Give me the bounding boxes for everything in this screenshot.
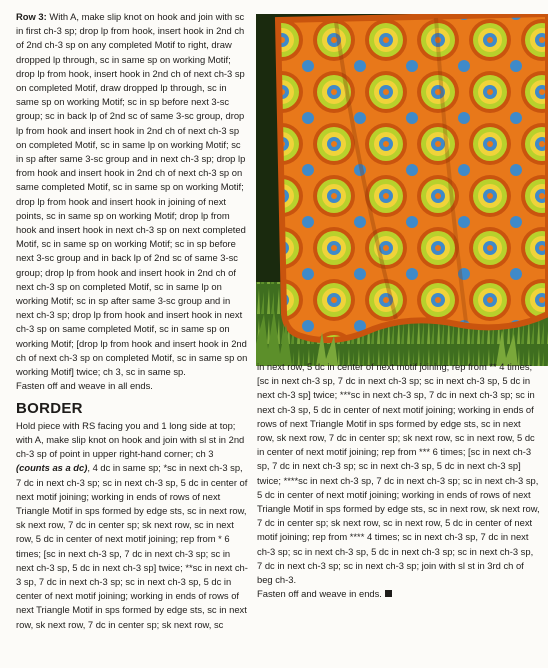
afghan-photo-image	[256, 14, 548, 366]
left-column	[16, 10, 248, 632]
row3-text: With A, make slip knot on hook and join with sc in first ch-3 sp; drop lp from hook, insert hook in 2nd ch of 2nd ch-3 sp on any completed Motif to right, draw dropped lp through, sc in same sp on working Motif; drop lp from hook, insert hook in 2nd ch of next ch-3 sp on completed Motif, draw dropped lp through, sc in same sp on working Motif; sc in sp before next 3-sc group; sc in back lp of 2nd sc of same 3-sc group, drop lp from hook and insert hook in 2nd ch of next ch-3 sp on completed Motif, sc in same lp on working Motif; sc in sp after same 3-sc group and in next ch-3 sp; drop lp from hook and insert hook in 2nd ch of next ch-3 sp on same completed Motif, sc in same sp on working Motif; drop lp from hook and insert hook in joining of next points, sc in same sp on working Motif; drop lp from hook and insert hook in next ch-3 sp on next completed Motif, sc in same sp on working Motif; sc in sp before next 3-sc group and in back lp of 2nd sc of same 3-sc group; drop lp from hook and insert hook in 2nd ch of next ch-3 sp on completed Motif, sc in same lp on working Motif; sc in sp after same 3-sc group and in next ch-3 sp; drop lp from hook and insert hook in next ch-3 sp on same completed Motif, sc in same sp on working Motif; [drop lp from hook and insert hook in 2nd ch of next ch-3 sp on completed Motif, sc in same sp on working Motif] twice; ch 3, sc in same sp.	[16, 11, 248, 378]
border-fasten: Fasten off and weave in ends.	[257, 588, 382, 600]
border-body: , 4 dc in same sp; *sc in next ch-3 sp, 7 dc in next ch-3 sp; sc in next ch-3 sp, 5 dc in center of next motif joining; working in ends of rows of next Triangle Motif in sps formed by edge sts, sc in next row, sk next row, 7 dc in center sp; sk next row, sc in next row, 5 dc in center of next motif joining; rep from * 6 times; [sc in next ch-3 sp, 7 dc in next ch-3 sp; sc in next ch-3 sp, 5 dc in next ch-3 sp] twice; **sc in next ch-3 sp, 7 dc in next ch-3 sp; sc in next ch-3 sp, 5 dc in center of next motif joining; working in ends of rows of next Triangle Motif in sps formed by edge sts, sc in next row, sk next row, 7 dc in center sp; sk next row, sc	[16, 462, 248, 630]
border-heading: BORDER	[16, 400, 83, 418]
end-of-article-square-icon	[385, 590, 392, 597]
border-fasten-line	[257, 587, 540, 601]
afghan-photo	[256, 14, 548, 366]
row3-label: Row 3:	[16, 11, 47, 22]
right-column	[257, 360, 540, 601]
row3-paragraph	[16, 10, 248, 379]
row3-fasten: Fasten off and weave in all ends.	[16, 380, 153, 392]
border-continued: in next row, 5 dc in center of next motif joining; rep from ** 4 times; [sc in next ch-3 sp, 7 dc in next ch-3 sp; sc in next ch-3 sp, 5 dc in next ch-3 sp] twice; ***sc in next ch-3 sp, 7 dc in next ch-3 sp; sc in next ch-3 sp, 5 dc in center of next motif joining; working in ends of rows of next Triangle Motif in sps formed by edge sts, sc in next row, sk next row, 7 dc in center sp; sk next row, sc in next row, 5 dc in center of next motif joining; rep from *** 6 times; [sc in next ch-3 sp, 7 dc in next ch-3 sp; sc in next ch-3 sp, 5 dc in next ch-3 sp] twice; ****sc in next ch-3 sp, 7 dc in next ch-3 sp; sc in next ch-3 sp, 5 dc in center of next motif joining; working in ends of rows of next Triangle Motif in sps formed by edge sts, sc in next row, sk next row, 7 dc in center sp; sk next row, sc in next row, 5 dc in center of next motif joining; rep from **** 4 times; sc in next ch-3 sp, 7 dc in next ch-3 sp; sc in next ch-3 sp, 5 dc in next ch-3 sp; sc in next ch-3 sp, 7 dc in next ch-3 sp; sc in next ch-3 sp; join with sl st in 3rd ch of beg ch-3.	[257, 361, 540, 586]
border-counts-note: (counts as a dc)	[16, 462, 88, 474]
border-paragraph	[16, 419, 248, 632]
border-intro: Hold piece with RS facing you and 1 long side at top; with A, make slip knot on hook and join with sl st in 2nd ch-3 sp of point in upper right-hand corner; ch 3	[16, 419, 245, 460]
